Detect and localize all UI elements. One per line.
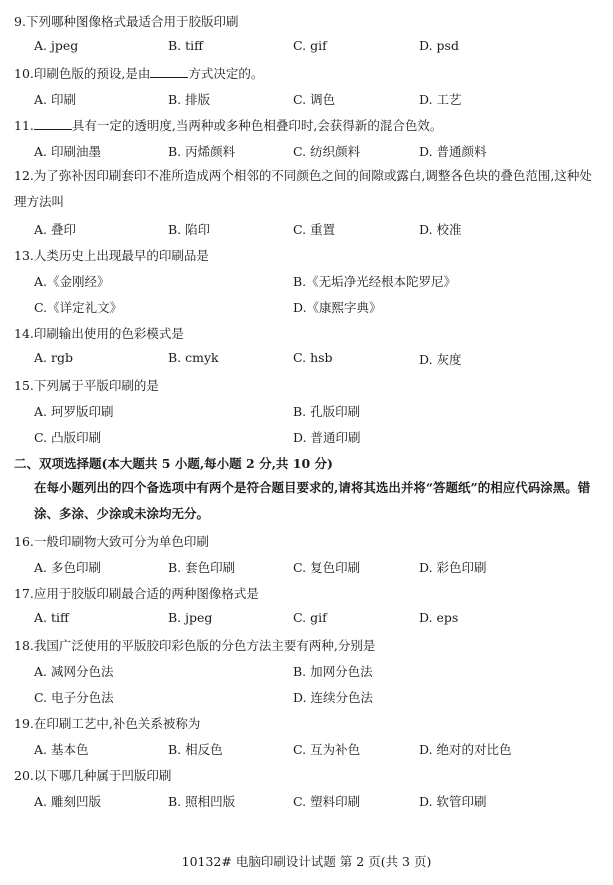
option-d: D. 普通颜料	[419, 144, 487, 159]
option-c: C. 电子分色法	[34, 690, 114, 705]
option-c: C. 复色印刷	[293, 560, 361, 575]
question-13	[14, 246, 209, 264]
question-19	[14, 714, 200, 732]
option-d: D. 灰度	[419, 352, 462, 367]
option-c: C. 纺织颜料	[293, 144, 361, 159]
question-number: 14.	[14, 326, 34, 341]
option-d: D. 软管印刷	[419, 794, 487, 809]
option-c: C. hsb	[293, 350, 333, 365]
question-20	[14, 766, 171, 784]
option-b: B. 相反色	[168, 742, 223, 757]
question-stem: 人类历史上出现最早的印刷品是	[33, 248, 209, 263]
option-d: D.《康熙字典》	[293, 300, 382, 315]
question-stem-before: 印刷色版的预设,是由	[33, 66, 151, 81]
question-stem: 下列哪种图像格式最适合用于胶版印刷	[25, 14, 239, 29]
option-c: C. 塑料印刷	[293, 794, 361, 809]
question-number: 20.	[14, 768, 34, 783]
option-a: A. 基本色	[34, 742, 89, 757]
question-stem: 应用于胶版印刷最合适的两种图像格式是	[33, 586, 259, 601]
option-b: B. cmyk	[168, 350, 219, 365]
question-number: 17.	[14, 586, 34, 601]
question-number: 9.	[14, 14, 26, 29]
question-number: 10.	[14, 66, 34, 81]
option-b: B. 丙烯颜料	[168, 144, 236, 159]
question-stem: 一般印刷物大致可分为单色印刷	[33, 534, 209, 549]
option-a: A. tiff	[34, 610, 69, 625]
question-stem: 下列属于平版印刷的是	[33, 378, 159, 393]
question-stem-after: 方式决定的。	[188, 66, 264, 81]
question-stem: 以下哪几种属于凹版印刷	[33, 768, 172, 783]
option-c: C. 调色	[293, 92, 336, 107]
question-18	[14, 636, 375, 654]
question-stem: 在印刷工艺中,补色关系被称为	[33, 716, 201, 731]
question-number: 13.	[14, 248, 34, 263]
fill-blank	[150, 67, 188, 78]
option-d: D. psd	[419, 38, 459, 53]
section-instructions: 在每小题列出的四个备选项中有两个是符合题目要求的,请将其选出并将“答题纸”的相应代码涂黑。错涂、多涂、少涂或未涂均无分。	[34, 480, 591, 521]
option-a: A. 印刷油墨	[34, 144, 101, 159]
option-b: B. jpeg	[168, 610, 213, 625]
question-10	[14, 64, 263, 82]
question-stem-after: 具有一定的透明度,当两种或多种色相叠印时,会获得新的混合色效。	[71, 118, 443, 133]
option-b: B. 排版	[168, 92, 211, 107]
option-b: B. 套色印刷	[168, 560, 236, 575]
option-b: B. 陷印	[168, 222, 211, 237]
option-d: D. 绝对的对比色	[419, 742, 512, 757]
question-number: 15.	[14, 378, 34, 393]
option-b: B. 照相凹版	[168, 794, 236, 809]
fill-blank	[34, 119, 72, 130]
question-11	[14, 116, 442, 134]
option-b: B. 孔版印刷	[293, 404, 361, 419]
option-c: C. 互为补色	[293, 742, 361, 757]
option-b: B. 加网分色法	[293, 664, 373, 679]
page-footer: 10132# 电脑印刷设计试题 第 2 页(共 3 页)	[181, 854, 432, 869]
question-number: 12.	[14, 168, 34, 183]
option-c: C.《详定礼文》	[34, 300, 123, 315]
question-9	[14, 12, 238, 30]
option-a: A. 印刷	[34, 92, 76, 107]
option-b: B. tiff	[168, 38, 204, 53]
question-14	[14, 324, 184, 342]
question-stem: 为了弥补因印刷套印不准所造成两个相邻的不同颜色之间的间隙或露白,调整各色块的叠色范围,这种处理方法叫	[14, 168, 592, 209]
option-d: D. eps	[419, 610, 459, 625]
question-16	[14, 532, 209, 550]
option-a: A. rgb	[34, 350, 73, 365]
question-12	[14, 163, 604, 215]
question-17	[14, 584, 259, 602]
option-c: C. gif	[293, 610, 327, 625]
question-number: 18.	[14, 638, 34, 653]
option-c: C. 凸版印刷	[34, 430, 102, 445]
option-a: A. 雕刻凹版	[34, 794, 101, 809]
option-c: C. gif	[293, 38, 327, 53]
question-stem: 印刷输出使用的色彩模式是	[33, 326, 184, 341]
question-number: 16.	[14, 534, 34, 549]
option-d: D. 校准	[419, 222, 462, 237]
option-d: D. 工艺	[419, 92, 462, 107]
option-a: A. 多色印刷	[34, 560, 101, 575]
option-a: A. 珂罗版印刷	[34, 404, 114, 419]
option-a: A. 减网分色法	[34, 664, 114, 679]
option-a: A.《金刚经》	[34, 274, 110, 289]
question-number: 19.	[14, 716, 34, 731]
question-number: 11.	[14, 118, 34, 133]
option-c: C. 重置	[293, 222, 336, 237]
question-stem: 我国广泛使用的平版胶印彩色版的分色方法主要有两种,分别是	[33, 638, 376, 653]
option-a: A. 叠印	[34, 222, 76, 237]
option-d: D. 连续分色法	[293, 690, 374, 705]
question-15	[14, 376, 159, 394]
section-title: 二、双项选择题(本大题共 5 小题,每小题 2 分,共 10 分)	[14, 456, 333, 471]
option-d: D. 彩色印刷	[419, 560, 487, 575]
option-b: B.《无垢净光经根本陀罗尼》	[293, 274, 457, 289]
option-d: D. 普通印刷	[293, 430, 361, 445]
option-a: A. jpeg	[34, 38, 79, 53]
